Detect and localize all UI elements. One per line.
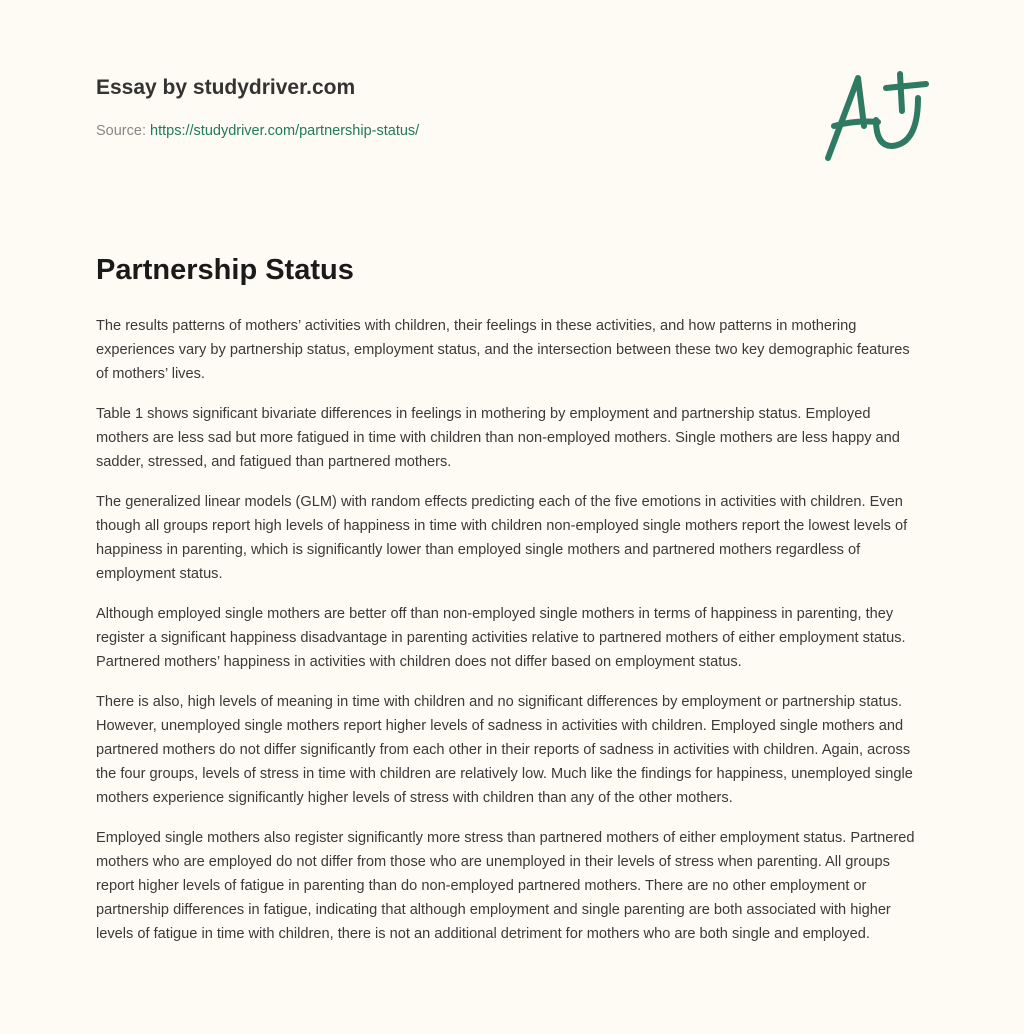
paragraph: The generalized linear models (GLM) with random effects predicting each of the five emotions in activities with children. Even though all groups report high levels of happiness in time with children non-employed single mothers report the lowest levels of happiness in parenting, which is significantly lower than employed single mothers and partnered mothers regardless of employment status. — [96, 494, 908, 582]
article-body — [96, 314, 924, 962]
source-link[interactable]: https://studydriver.com/partnership-status/ — [150, 123, 420, 139]
paragraph: Table 1 shows significant bivariate differences in feelings in mothering by employment and partnership status. Employed mothers are less sad but more fatigued in time with children than non-employed mothers. Single mothers are less happy and sadder, stressed, and fatigued than partnered mothers. — [96, 406, 900, 470]
paragraph: Although employed single mothers are better off than non-employed single mothers in terms of happiness in parenting, they register a significant happiness disadvantage in parenting activities relative to partnered mothers of either employment status. Partnered mothers’ happiness in activities with children does not differ based on employment status. — [96, 606, 906, 670]
source-label: Source: — [96, 123, 146, 139]
paragraph: The results patterns of mothers’ activities with children, their feelings in these activities, and how patterns in mothering experiences vary by partnership status, employment status, and the intersection between these two key demographic features of mothers’ lives. — [96, 318, 910, 382]
paragraph: Employed single mothers also register significantly more stress than partnered mothers of either employment status. Partnered mothers who are employed do not differ from those who are unemployed in their levels of stress when parenting. All groups report higher levels of fatigue in parenting than do non-employed partnered mothers. There are no other employment or partnership differences in fatigue, indicating that although employment and single parenting are both associated with higher levels of fatigue in time with children, there is not an additional detriment for mothers who are both single and employed. — [96, 830, 915, 942]
paragraph: There is also, high levels of meaning in time with children and no significant differences by employment or partnership status. However, unemployed single mothers report higher levels of sadness in activities with children. Employed single mothers and partnered mothers do not differ significantly from each other in their reports of sadness in activities with children. Again, across the four groups, levels of stress in time with children are relatively low. Much like the findings for happiness, unemployed single mothers experience significantly higher levels of stress with children than any of the other mothers. — [96, 694, 913, 806]
page-title: Partnership Status — [96, 254, 354, 286]
source-line — [96, 123, 419, 139]
site-brand: Essay by studydriver.com — [96, 76, 356, 99]
a-plus-logo-icon — [820, 66, 930, 166]
